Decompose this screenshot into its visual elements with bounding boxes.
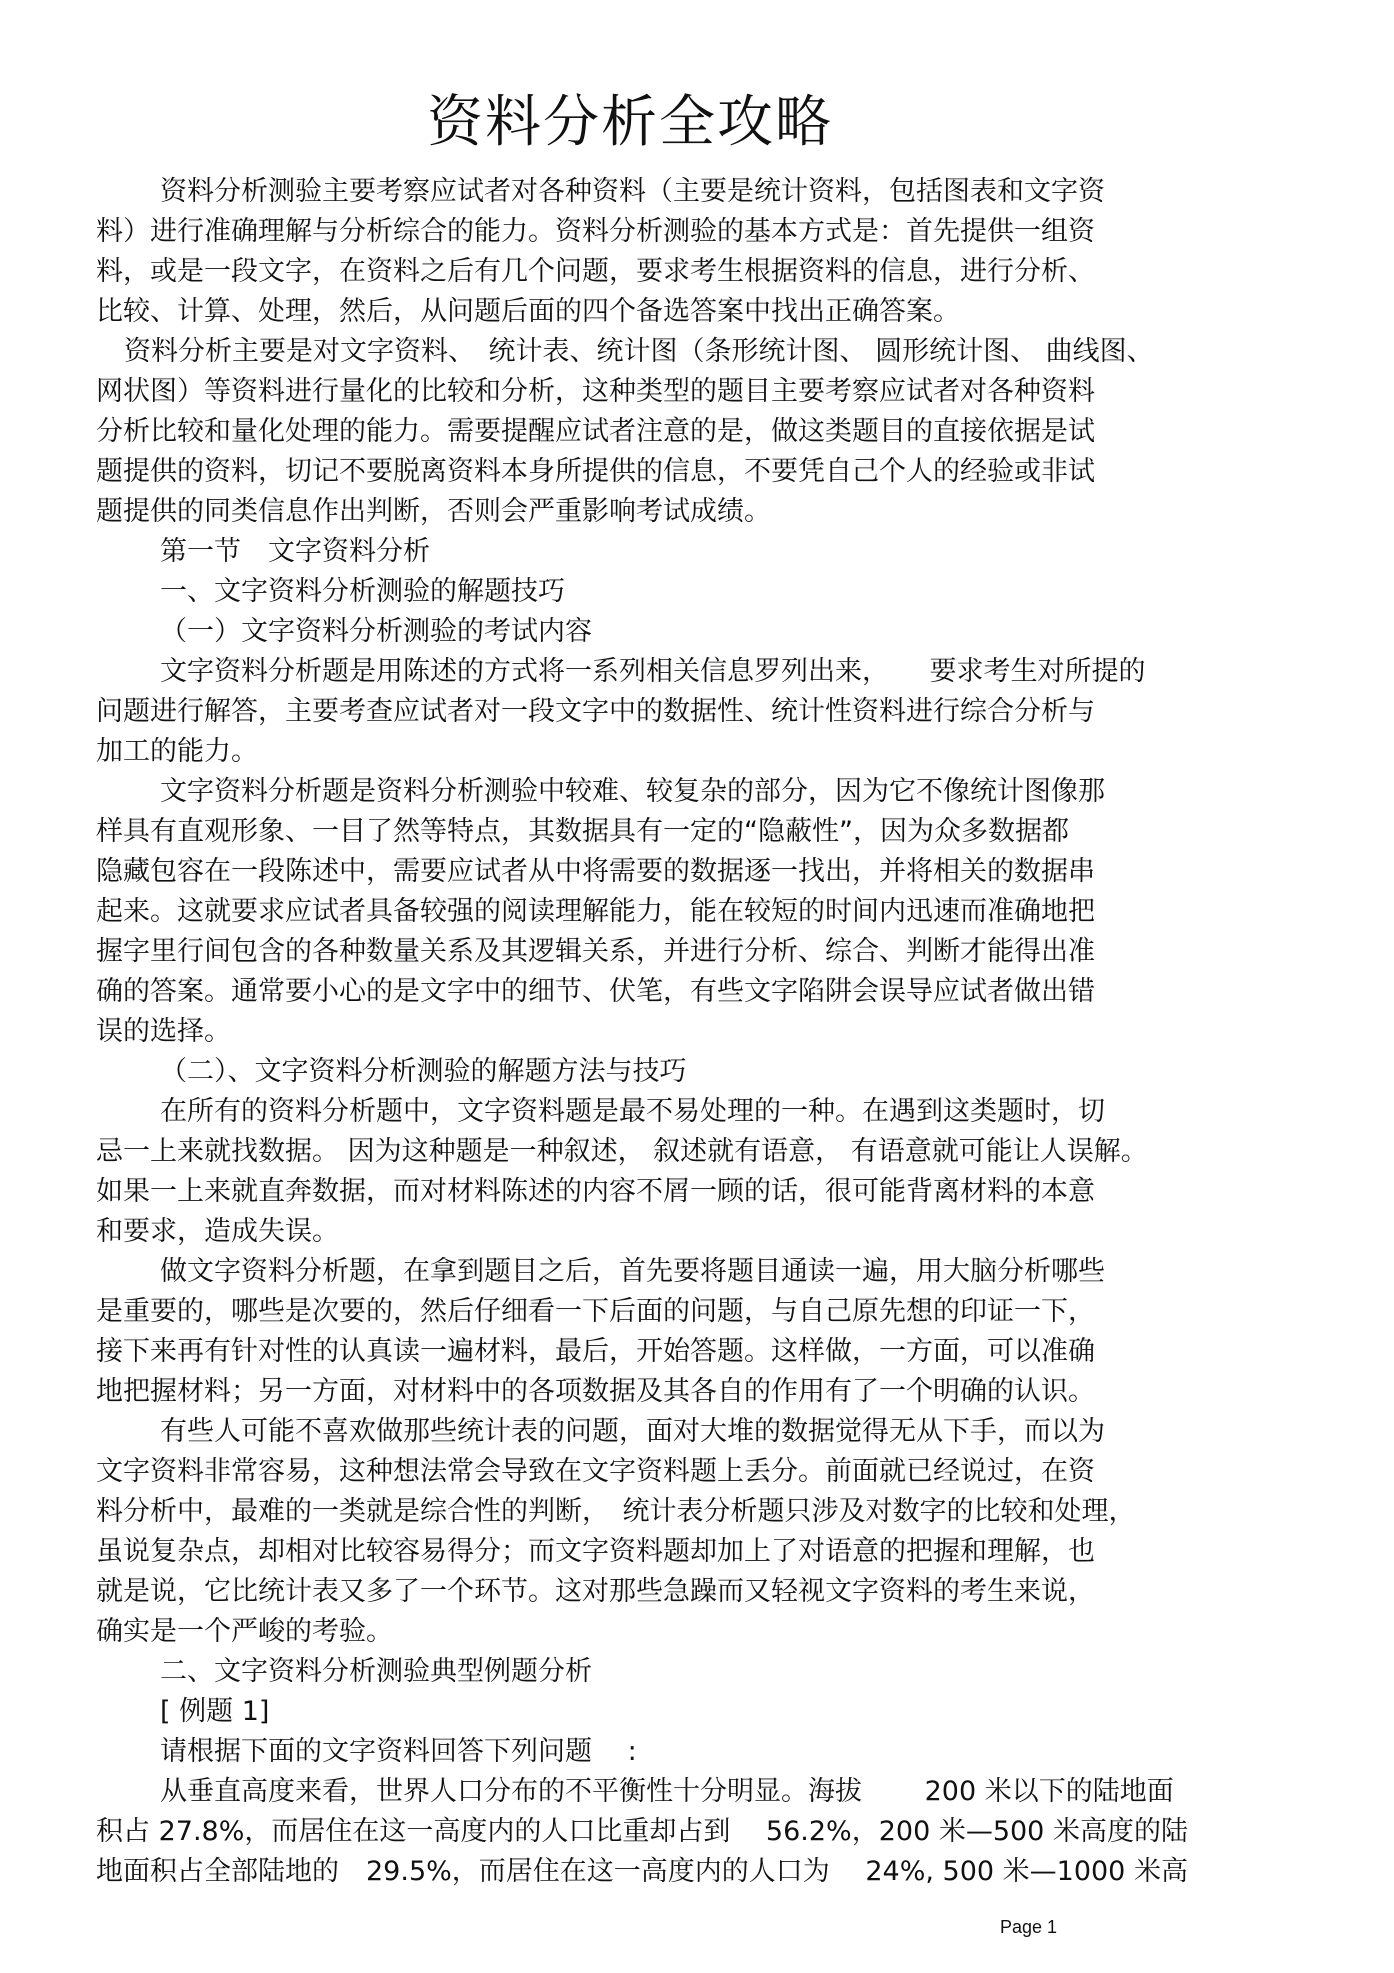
- text-line: 料，或是一段文字，在资料之后有几个问题，要求考生根据资料的信息，进行分析、: [96, 256, 1095, 287]
- text-line: 地面积占全部陆地的 29.5%，而居住在这一高度内的人口为 24%, 500 米—1000 米高: [96, 1856, 1188, 1887]
- text-line: 分析比较和量化处理的能力。需要提醒应试者注意的是，做这类题目的直接依据是试: [96, 416, 1095, 447]
- text-line: 问题进行解答，主要考查应试者对一段文字中的数据性、统计性资料进行综合分析与: [96, 696, 1095, 727]
- text-line: 比较、计算、处理，然后，从问题后面的四个备选答案中找出正确答案。: [96, 296, 960, 327]
- text-line: 文字资料非常容易，这种想法常会导致在文字资料题上丢分。前面就已经说过，在资: [96, 1456, 1095, 1487]
- text-line: 网状图）等资料进行量化的比较和分析，这种类型的题目主要考察应试者对各种资料: [96, 376, 1095, 407]
- text-line: 起来。这就要求应试者具备较强的阅读理解能力，能在较短的时间内迅速而准确地把: [96, 896, 1095, 927]
- text-line: 误的选择。: [96, 1016, 231, 1047]
- text-line: 文字资料分析题是用陈述的方式将一系列相关信息罗列出来， 要求考生对所提的: [160, 656, 1146, 687]
- text-line: 地把握材料；另一方面，对材料中的各项数据及其各自的作用有了一个明确的认识。: [96, 1376, 1095, 1407]
- text-line: 做文字资料分析题，在拿到题目之后，首先要将题目通读一遍，用大脑分析哪些: [160, 1256, 1105, 1287]
- subsection-heading: 一、文字资料分析测验的解题技巧: [160, 576, 565, 607]
- text-line: 隐藏包容在一段陈述中，需要应试者从中将需要的数据逐一找出，并将相关的数据串: [96, 856, 1095, 887]
- text-line: 就是说，它比统计表又多了一个环节。这对那些急躁而又轻视文字资料的考生来说，: [96, 1576, 1095, 1607]
- text-line: 有些人可能不喜欢做那些统计表的问题，面对大堆的数据觉得无从下手，而以为: [160, 1416, 1105, 1447]
- page-number: Page 1: [1000, 1917, 1058, 1937]
- text-line: 忌一上来就找数据。 因为这种题是一种叙述， 叙述就有语意， 有语意就可能让人误解。: [96, 1136, 1148, 1167]
- text-line: 如果一上来就直奔数据，而对材料陈述的内容不屑一顾的话，很可能背离材料的本意: [96, 1176, 1095, 1207]
- text-line: 确的答案。通常要小心的是文字中的细节、伏笔，有些文字陷阱会误导应试者做出错: [96, 976, 1095, 1007]
- subsection-heading: （二）、文字资料分析测验的解题方法与技巧: [160, 1056, 687, 1087]
- text-line: 积占 27.8%，而居住在这一高度内的人口比重却占到 56.2%，200 米—500 米高度的陆: [96, 1816, 1188, 1847]
- text-line: 确实是一个严峻的考验。: [96, 1616, 393, 1647]
- example-label: [ 例题 1]: [160, 1696, 270, 1727]
- text-line: 虽说复杂点，却相对比较容易得分；而文字资料题却加上了对语意的把握和理解，也: [96, 1536, 1095, 1567]
- section-heading: 第一节 文字资料分析: [160, 536, 430, 567]
- text-line: 握字里行间包含的各种数量关系及其逻辑关系，并进行分析、综合、判断才能得出准: [96, 936, 1095, 967]
- text-line: 料）进行准确理解与分析综合的能力。资料分析测验的基本方式是：首先提供一组资: [96, 216, 1095, 247]
- text-line: 题提供的资料，切记不要脱离资料本身所提供的信息，不要凭自己个人的经验或非试: [96, 456, 1095, 487]
- text-line: 资料分析主要是对文字资料、 统计表、统计图（条形统计图、 圆形统计图、 曲线图、: [124, 336, 1154, 367]
- text-line: 请根据下面的文字资料回答下列问题 :: [160, 1736, 637, 1767]
- text-line: 文字资料分析题是资料分析测验中较难、较复杂的部分，因为它不像统计图像那: [160, 776, 1105, 807]
- text-line: 从垂直高度来看，世界人口分布的不平衡性十分明显。海拔 200 米以下的陆地面: [160, 1776, 1174, 1807]
- document-title: 资料分析全攻略: [427, 90, 833, 155]
- text-line: 加工的能力。: [96, 736, 258, 767]
- text-line: 是重要的，哪些是次要的，然后仔细看一下后面的问题，与自己原先想的印证一下，: [96, 1296, 1095, 1327]
- text-line: 在所有的资料分析题中，文字资料题是最不易处理的一种。在遇到这类题时，切: [160, 1096, 1105, 1127]
- text-line: 样具有直观形象、一目了然等特点，其数据具有一定的“隐蔽性”，因为众多数据都: [96, 816, 1069, 847]
- text-line: 资料分析测验主要考察应试者对各种资料（主要是统计资料，包括图表和文字资: [160, 176, 1105, 207]
- text-line: 接下来再有针对性的认真读一遍材料，最后，开始答题。这样做，一方面，可以准确: [96, 1336, 1095, 1367]
- subsection-heading: （一）文字资料分析测验的考试内容: [160, 616, 592, 647]
- document-body: [96, 172, 1311, 1892]
- subsection-heading: 二、文字资料分析测验典型例题分析: [160, 1656, 592, 1687]
- text-line: 和要求，造成失误。: [96, 1216, 339, 1247]
- text-line: 题提供的同类信息作出判断，否则会严重影响考试成绩。: [96, 496, 771, 527]
- text-line: 料分析中，最难的一类就是综合性的判断， 统计表分析题只涉及对数字的比较和处理，: [96, 1496, 1136, 1527]
